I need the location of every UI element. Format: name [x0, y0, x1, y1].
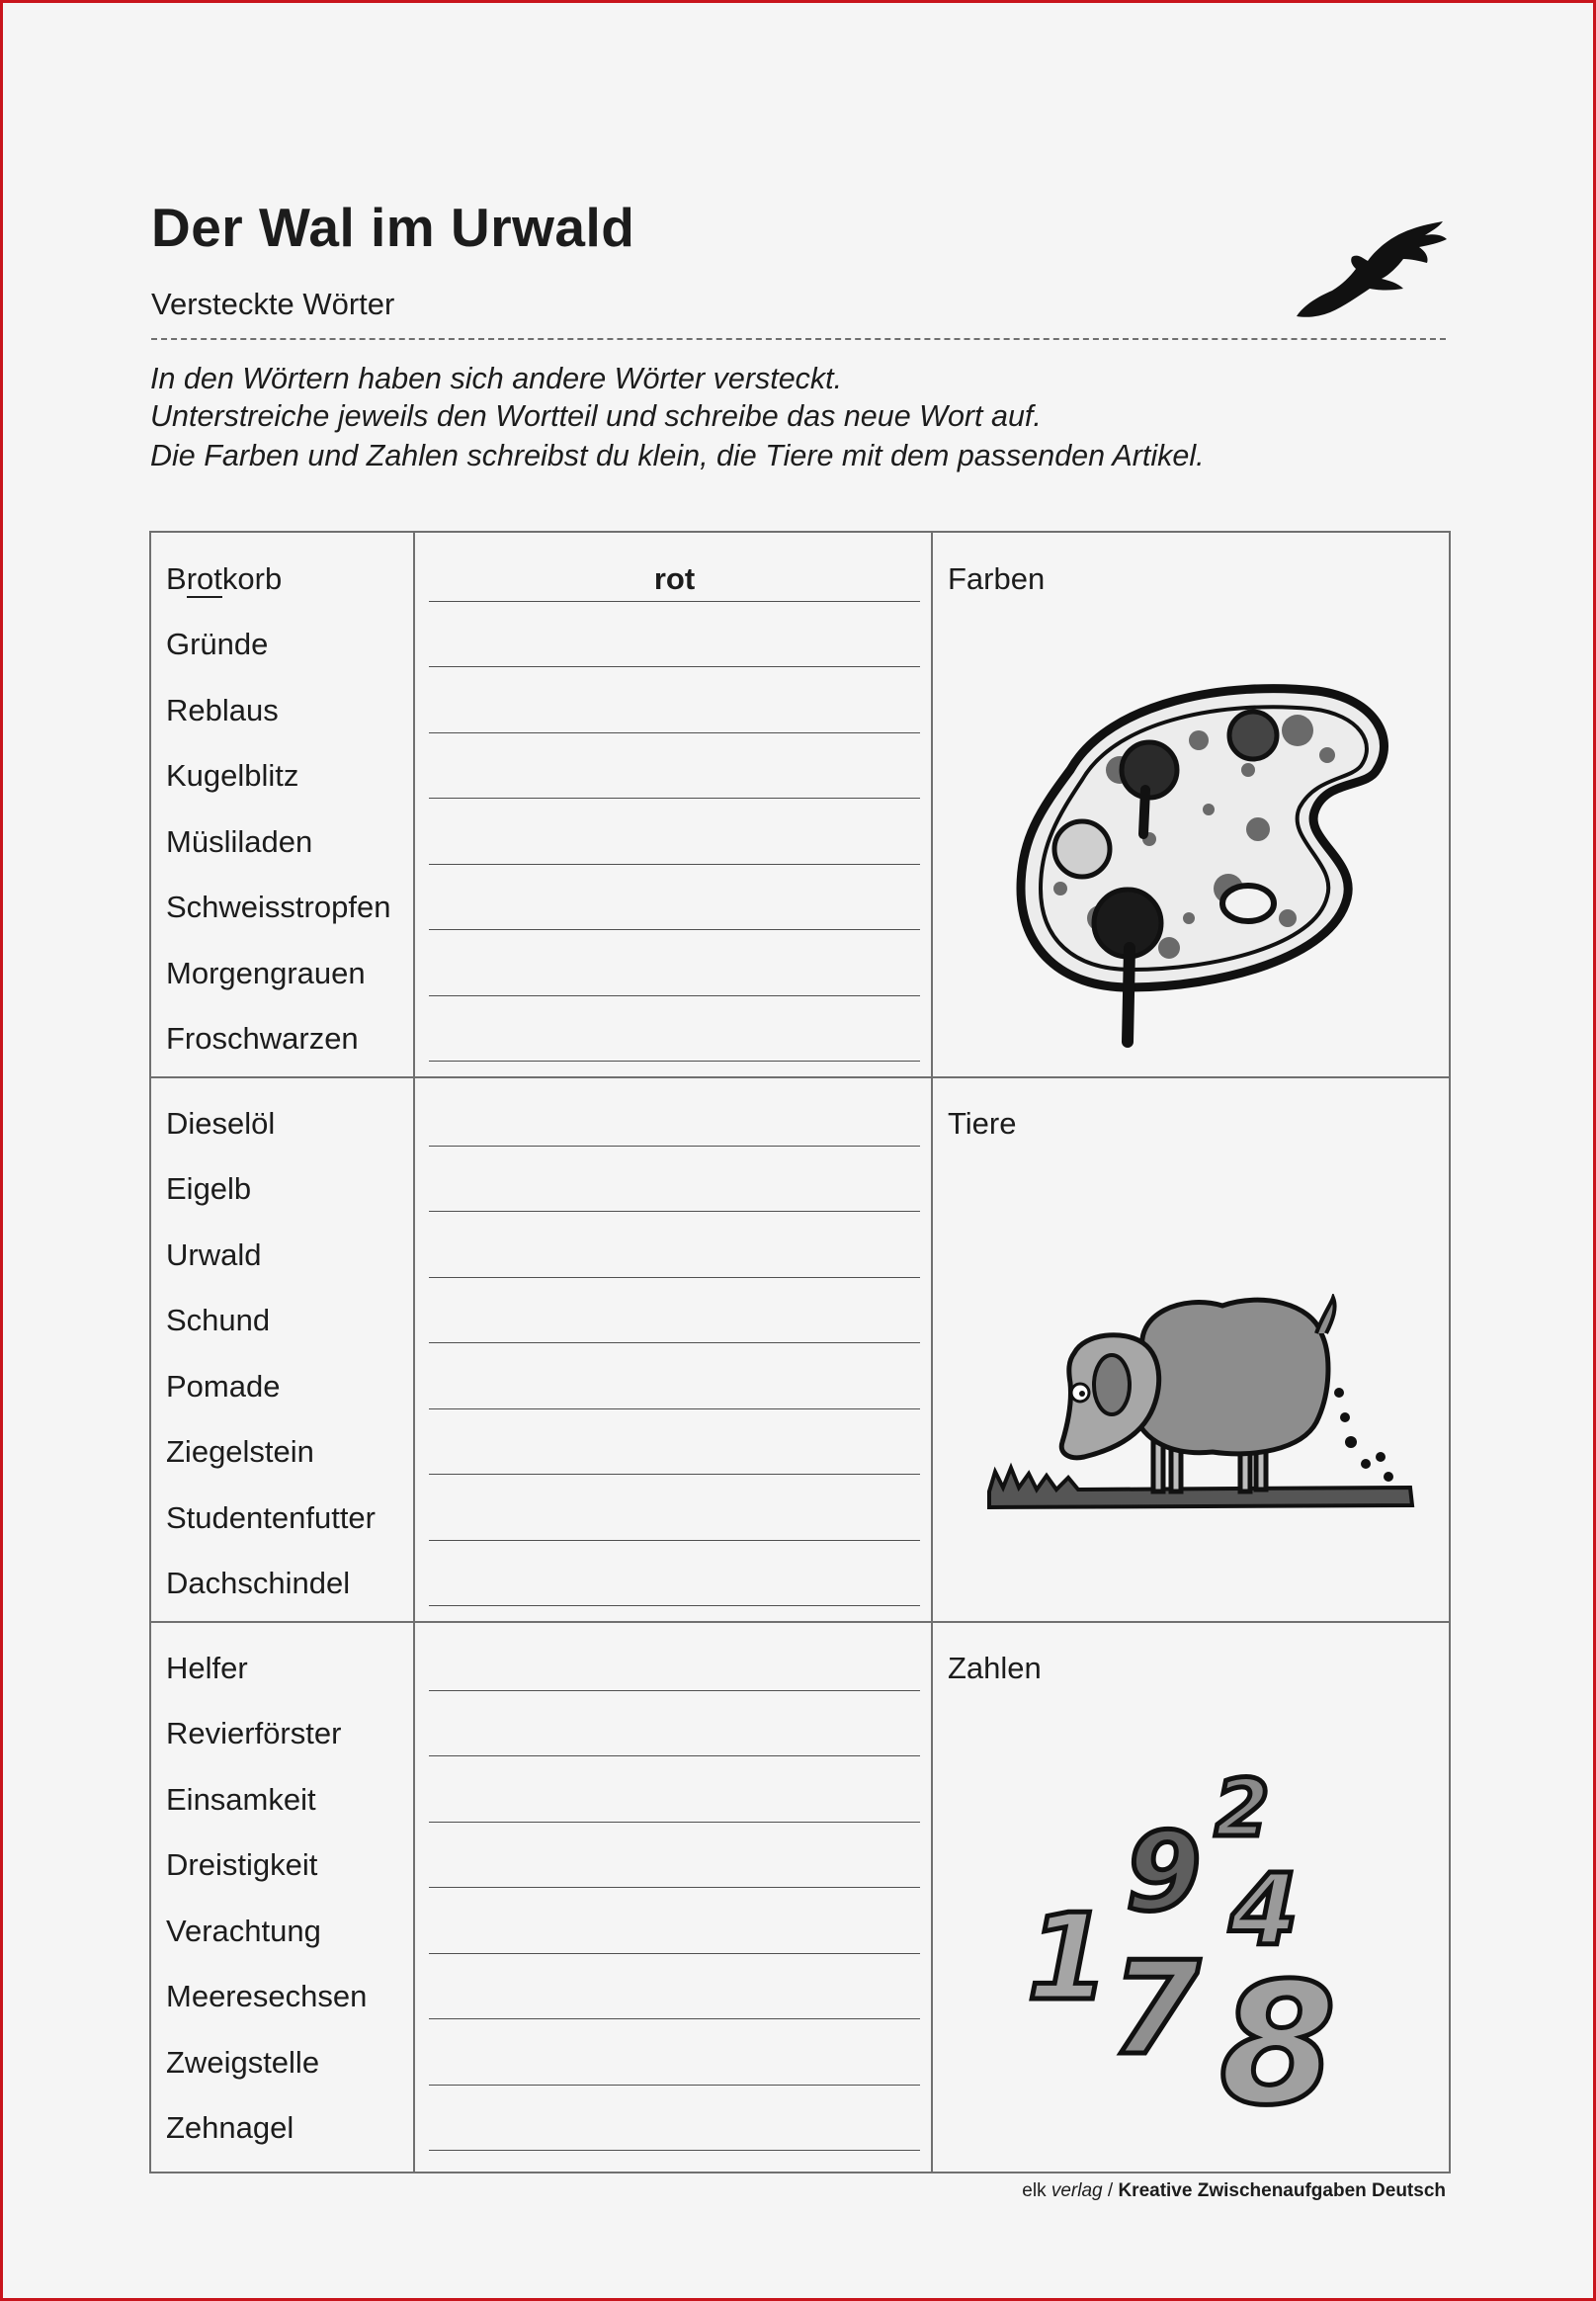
- answer-line[interactable]: [429, 2085, 920, 2086]
- answer-line[interactable]: [429, 1408, 920, 1409]
- word-item: Morgengrauen: [166, 956, 366, 990]
- answer-line[interactable]: [429, 1061, 920, 1062]
- word-item: Dieselöl: [166, 1106, 276, 1141]
- number-glyph: 8: [1219, 1947, 1337, 2117]
- word-item: Müsliladen: [166, 824, 313, 859]
- word-item: Studentenfutter: [166, 1500, 376, 1535]
- word-item: Revierförster: [166, 1716, 342, 1750]
- page-title: Der Wal im Urwald: [151, 197, 635, 258]
- answer-line[interactable]: [429, 1605, 920, 1606]
- answer-line[interactable]: [429, 2018, 920, 2019]
- word-item: Meeresechsen: [166, 1979, 368, 2013]
- word-item: Helfer: [166, 1651, 248, 1685]
- answer-line[interactable]: [429, 929, 920, 930]
- number-glyph: 2: [1215, 1771, 1270, 1854]
- worksheet-table: [149, 531, 1451, 2173]
- footer-credit: elk verlag / Kreative Zwischenaufgaben Deutsch: [1022, 2180, 1446, 2201]
- word-item: Schweisstropfen: [166, 890, 391, 924]
- grazing-sheep-illustration: [985, 1294, 1420, 1521]
- answer-line[interactable]: [429, 1146, 920, 1147]
- section-divider-1: [151, 1076, 1449, 1078]
- answer-line[interactable]: [429, 1474, 920, 1475]
- word-item: Reblaus: [166, 693, 279, 727]
- answer-line[interactable]: [429, 1822, 920, 1823]
- word-item: Dreistigkeit: [166, 1847, 318, 1882]
- column-divider-2: [931, 533, 933, 2172]
- header-divider: [151, 338, 1446, 340]
- answer-line[interactable]: [429, 864, 920, 865]
- answer-line[interactable]: [429, 732, 920, 733]
- answer-line[interactable]: [429, 1887, 920, 1888]
- answer-line[interactable]: [429, 995, 920, 996]
- answer-line[interactable]: [429, 666, 920, 667]
- page-subtitle: Versteckte Wörter: [151, 287, 395, 321]
- answer-line[interactable]: [429, 2150, 920, 2151]
- word-item: Kugelblitz: [166, 758, 299, 793]
- answer-line[interactable]: [429, 1540, 920, 1541]
- word-item: Brotkorb: [166, 561, 283, 596]
- instruction-line-2: Unterstreiche jeweils den Wortteil und schreibe das neue Wort auf.: [150, 399, 1042, 433]
- underlined-word-part: rot: [186, 561, 222, 596]
- section-divider-2: [151, 1621, 1449, 1623]
- word-item: Einsamkeit: [166, 1782, 316, 1817]
- column-divider-1: [413, 533, 415, 2172]
- eagle-silhouette-icon: [1295, 219, 1448, 323]
- number-glyph: 1: [1027, 1890, 1110, 2027]
- word-item: Zweigstelle: [166, 2045, 320, 2080]
- category-label-farben: Farben: [948, 561, 1046, 596]
- number-glyph: 4: [1229, 1852, 1299, 1968]
- answer-line[interactable]: [429, 1953, 920, 1954]
- example-answer: rot: [653, 561, 696, 596]
- answer-line[interactable]: [429, 1211, 920, 1212]
- paint-palette-illustration: [1001, 661, 1396, 1057]
- category-label-zahlen: Zahlen: [948, 1651, 1042, 1685]
- number-glyph: 9: [1126, 1809, 1202, 1935]
- word-item: Verachtung: [166, 1914, 321, 1948]
- answer-line[interactable]: [429, 1690, 920, 1691]
- number-glyph: 7: [1111, 1933, 1201, 2084]
- word-item: Urwald: [166, 1237, 262, 1272]
- instruction-line-1: In den Wörtern haben sich andere Wörter versteckt.: [150, 362, 843, 395]
- word-item: Dachschindel: [166, 1566, 351, 1600]
- word-item: Pomade: [166, 1369, 281, 1404]
- word-item: Ziegelstein: [166, 1434, 314, 1469]
- answer-line[interactable]: [429, 1277, 920, 1278]
- numbers-illustration: [1017, 1771, 1373, 2117]
- answer-line[interactable]: [429, 601, 920, 602]
- word-item: Eigelb: [166, 1171, 252, 1206]
- instruction-line-3: Die Farben und Zahlen schreibst du klein, die Tiere mit dem passenden Artikel.: [150, 439, 1205, 472]
- answer-line[interactable]: [429, 798, 920, 799]
- answer-line[interactable]: [429, 1755, 920, 1756]
- word-item: Schund: [166, 1303, 271, 1337]
- word-item: Froschwarzen: [166, 1021, 359, 1056]
- category-label-tiere: Tiere: [948, 1106, 1017, 1141]
- word-item: Zehnagel: [166, 2110, 294, 2145]
- word-item: Gründe: [166, 627, 269, 661]
- answer-line[interactable]: [429, 1342, 920, 1343]
